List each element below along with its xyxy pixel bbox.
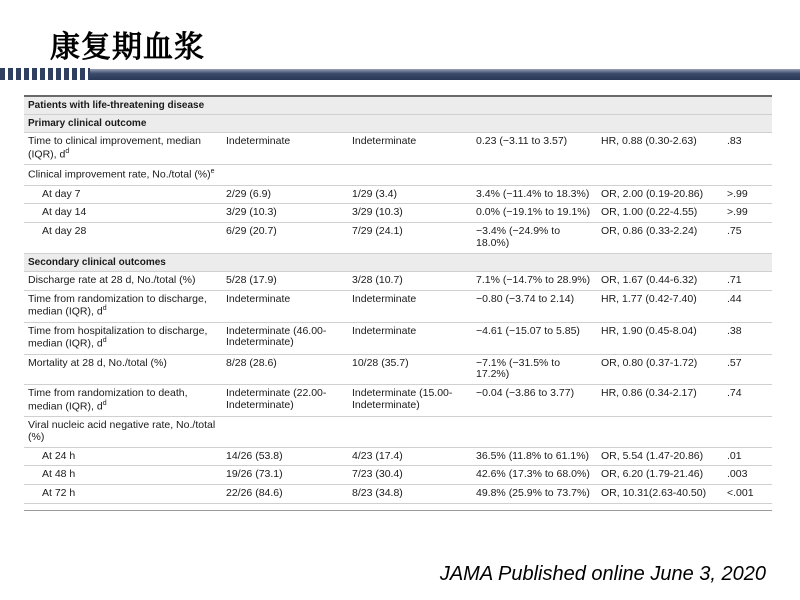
- table-cell-c4: OR, 0.86 (0.33-2.24): [597, 223, 723, 254]
- p-value-cell: [723, 165, 772, 185]
- section-header-row: [24, 97, 772, 115]
- table-cell-c3: −0.04 (−3.86 to 3.77): [472, 385, 597, 417]
- row-label-cell: [24, 322, 222, 354]
- table-cell-c2: 4/23 (17.4): [348, 447, 472, 466]
- table-cell-c4: HR, 1.90 (0.45-8.04): [597, 322, 723, 354]
- p-value-cell: .38: [723, 322, 772, 354]
- p-value-cell: >.99: [723, 185, 772, 204]
- table-row: [24, 290, 772, 322]
- row-label-cell: [24, 165, 222, 185]
- footnote-marker: e: [210, 168, 215, 176]
- table-cell-c1: [222, 165, 348, 185]
- table-row: [24, 165, 772, 185]
- table-cell-c4: [597, 417, 723, 448]
- table-cell-c1: 8/28 (28.6): [222, 354, 348, 385]
- table-row: [24, 204, 772, 223]
- row-label: At 24 h: [42, 449, 76, 462]
- p-value-cell: .71: [723, 271, 772, 290]
- table-cell-c2: [348, 165, 472, 185]
- table-cell-c3: 3.4% (−11.4% to 18.3%): [472, 185, 597, 204]
- row-label-cell: [24, 290, 222, 322]
- table-cell-c2: 1/29 (3.4): [348, 185, 472, 204]
- table-bottom-rule: [24, 510, 772, 511]
- table-cell-c3: [472, 165, 597, 185]
- p-value-cell: .01: [723, 447, 772, 466]
- table-cell-c4: [597, 165, 723, 185]
- footnote-marker: d: [102, 305, 107, 313]
- results-table-body: [24, 97, 772, 503]
- footnote-marker: d: [102, 337, 107, 345]
- section-header-label: Primary clinical outcome: [24, 115, 772, 133]
- footnote-marker: d: [65, 148, 70, 156]
- table-cell-c1: Indeterminate (22.00-Indeterminate): [222, 385, 348, 417]
- table-cell-c2: 8/23 (34.8): [348, 485, 472, 504]
- table-cell-c1: 19/26 (73.1): [222, 466, 348, 485]
- row-label: At 48 h: [42, 468, 76, 481]
- table-row: [24, 271, 772, 290]
- table-cell-c2: 3/29 (10.3): [348, 204, 472, 223]
- p-value-cell: <.001: [723, 485, 772, 504]
- row-label: Time to clinical improvement, median (IQR), d: [28, 135, 201, 161]
- table-row: [24, 322, 772, 354]
- p-value-cell: .75: [723, 223, 772, 254]
- table-row: [24, 185, 772, 204]
- table-cell-c3: 36.5% (11.8% to 61.1%): [472, 447, 597, 466]
- table-cell-c4: OR, 10.31(2.63-40.50): [597, 485, 723, 504]
- row-label-cell: [24, 271, 222, 290]
- section-header-label: Patients with life-threatening disease: [24, 97, 772, 115]
- table-cell-c3: 49.8% (25.9% to 73.7%): [472, 485, 597, 504]
- table-row: [24, 133, 772, 165]
- table-cell-c3: −4.61 (−15.07 to 5.85): [472, 322, 597, 354]
- table-cell-c3: 7.1% (−14.7% to 28.9%): [472, 271, 597, 290]
- table-cell-c2: 7/23 (30.4): [348, 466, 472, 485]
- row-label-cell: [24, 385, 222, 417]
- row-label: Time from randomization to death, median (IQR), d: [28, 387, 188, 413]
- table-cell-c1: 22/26 (84.6): [222, 485, 348, 504]
- row-label: At 72 h: [42, 487, 76, 500]
- row-label: Viral nucleic acid negative rate, No./total (%): [28, 419, 216, 443]
- table-cell-c2: Indeterminate (15.00-Indeterminate): [348, 385, 472, 417]
- table-cell-c1: Indeterminate: [222, 290, 348, 322]
- table-cell-c4: OR, 2.00 (0.19-20.86): [597, 185, 723, 204]
- table-cell-c4: HR, 0.86 (0.34-2.17): [597, 385, 723, 417]
- table-cell-c2: 10/28 (35.7): [348, 354, 472, 385]
- footnote-marker: d: [102, 399, 107, 407]
- dotted-accent: [0, 68, 90, 80]
- table-row: [24, 385, 772, 417]
- results-table-image: [24, 95, 772, 505]
- row-label: Mortality at 28 d, No./total (%): [28, 356, 167, 369]
- table-cell-c4: OR, 5.54 (1.47-20.86): [597, 447, 723, 466]
- row-label-cell: [24, 466, 222, 485]
- table-cell-c3: [472, 417, 597, 448]
- row-label-cell: [24, 133, 222, 165]
- table-cell-c4: OR, 6.20 (1.79-21.46): [597, 466, 723, 485]
- table-cell-c2: [348, 417, 472, 448]
- p-value-cell: .44: [723, 290, 772, 322]
- table-cell-c1: 2/29 (6.9): [222, 185, 348, 204]
- table-cell-c3: −7.1% (−31.5% to 17.2%): [472, 354, 597, 385]
- table-cell-c4: OR, 1.67 (0.44-6.32): [597, 271, 723, 290]
- gradient-rule: [90, 69, 800, 80]
- table-cell-c1: 5/28 (17.9): [222, 271, 348, 290]
- table-cell-c3: 0.23 (−3.11 to 3.57): [472, 133, 597, 165]
- row-label: Discharge rate at 28 d, No./total (%): [28, 273, 196, 286]
- table-cell-c2: 3/28 (10.7): [348, 271, 472, 290]
- section-header-row: [24, 253, 772, 271]
- row-label-cell: [24, 185, 222, 204]
- table-cell-c3: −3.4% (−24.9% to 18.0%): [472, 223, 597, 254]
- section-header-label: Secondary clinical outcomes: [24, 253, 772, 271]
- p-value-cell: .003: [723, 466, 772, 485]
- p-value-cell: .57: [723, 354, 772, 385]
- table-row: [24, 223, 772, 254]
- table-cell-c1: [222, 417, 348, 448]
- row-label-cell: [24, 354, 222, 385]
- table-cell-c1: Indeterminate: [222, 133, 348, 165]
- table-row: [24, 417, 772, 448]
- results-table: [24, 97, 772, 504]
- table-cell-c2: 7/29 (24.1): [348, 223, 472, 254]
- table-cell-c3: 42.6% (17.3% to 68.0%): [472, 466, 597, 485]
- table-cell-c1: Indeterminate (46.00-Indeterminate): [222, 322, 348, 354]
- table-row: [24, 447, 772, 466]
- table-cell-c2: Indeterminate: [348, 133, 472, 165]
- table-cell-c2: Indeterminate: [348, 290, 472, 322]
- section-header-row: [24, 115, 772, 133]
- slide-title: 康复期血浆: [50, 30, 205, 65]
- row-label-cell: [24, 417, 222, 448]
- table-cell-c3: 0.0% (−19.1% to 19.1%): [472, 204, 597, 223]
- row-label-cell: [24, 223, 222, 254]
- row-label-cell: [24, 204, 222, 223]
- table-row: [24, 466, 772, 485]
- p-value-cell: >.99: [723, 204, 772, 223]
- p-value-cell: .83: [723, 133, 772, 165]
- table-cell-c4: OR, 1.00 (0.22-4.55): [597, 204, 723, 223]
- table-cell-c4: HR, 0.88 (0.30-2.63): [597, 133, 723, 165]
- table-cell-c2: Indeterminate: [348, 322, 472, 354]
- table-cell-c1: 6/29 (20.7): [222, 223, 348, 254]
- row-label: At day 28: [42, 225, 87, 238]
- row-label-cell: [24, 485, 222, 504]
- title-underline-bar: [0, 68, 800, 80]
- row-label: Time from randomization to discharge, median (IQR), d: [28, 292, 207, 318]
- row-label: At day 7: [42, 187, 81, 200]
- row-label-cell: [24, 447, 222, 466]
- citation: JAMA Published online June 3, 2020: [439, 563, 766, 585]
- table-cell-c4: HR, 1.77 (0.42-7.40): [597, 290, 723, 322]
- row-label: Time from hospitalization to discharge, median (IQR), d: [28, 324, 208, 350]
- p-value-cell: .74: [723, 385, 772, 417]
- table-row: [24, 485, 772, 504]
- row-label: At day 14: [42, 206, 87, 219]
- table-cell-c1: 14/26 (53.8): [222, 447, 348, 466]
- table-cell-c1: 3/29 (10.3): [222, 204, 348, 223]
- p-value-cell: [723, 417, 772, 448]
- table-row: [24, 354, 772, 385]
- row-label: Clinical improvement rate, No./total (%): [28, 168, 211, 181]
- table-cell-c4: OR, 0.80 (0.37-1.72): [597, 354, 723, 385]
- table-cell-c3: −0.80 (−3.74 to 2.14): [472, 290, 597, 322]
